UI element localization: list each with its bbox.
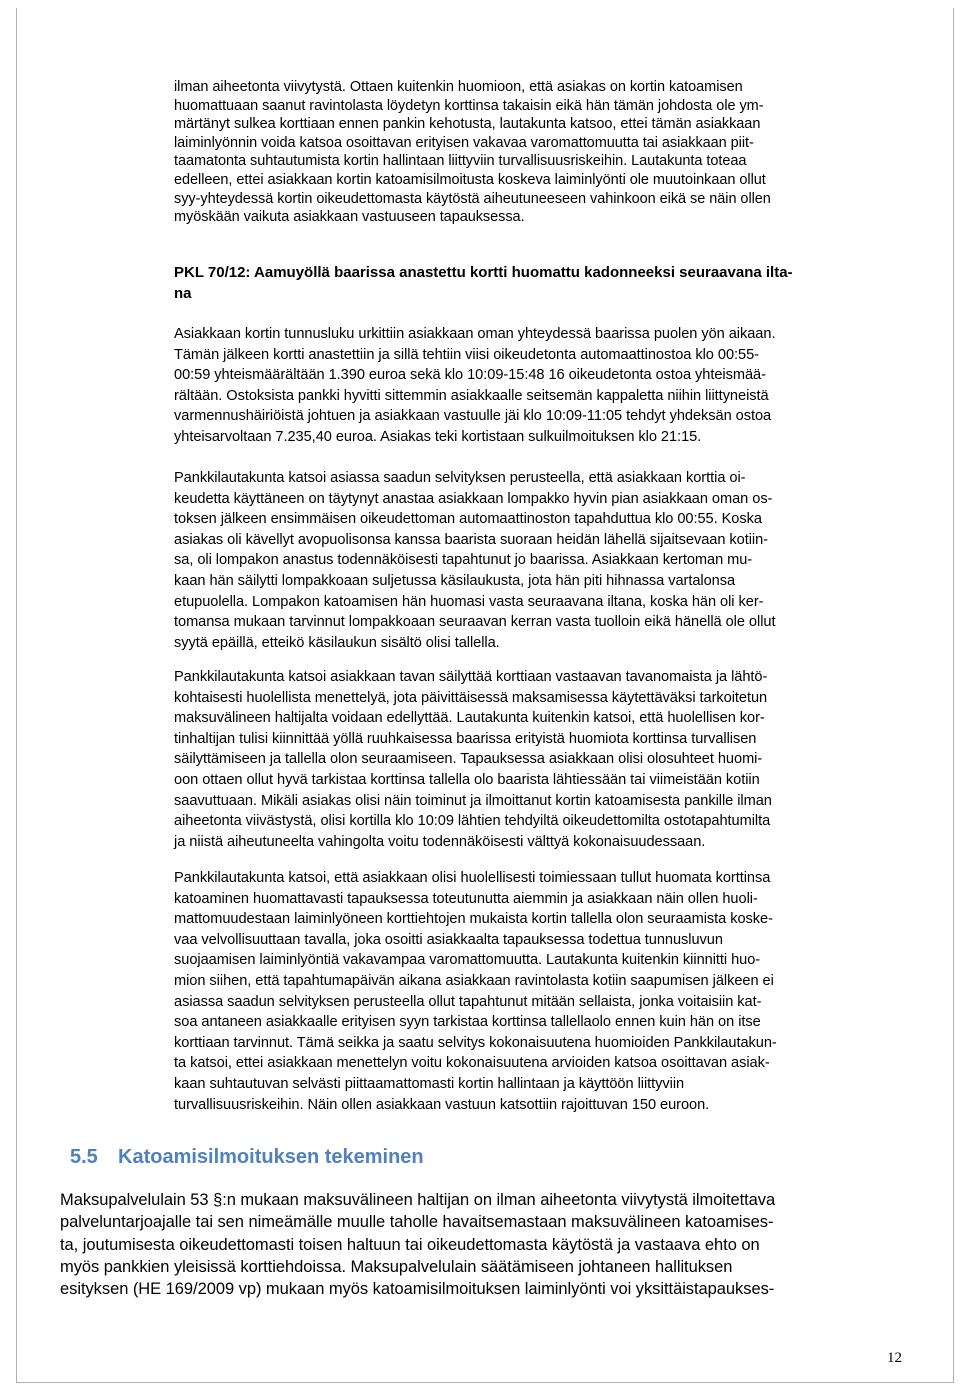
case-paragraph-3 [174,667,904,852]
case-paragraph-4 [174,868,904,1115]
text-line: Maksupalvelulain 53 §:n mukaan maksuvälineen haltijan on ilman aiheetonta viivytystä ilmoitettava [60,1191,776,1209]
text-line: turvallisuusriskeihin. Näin ollen asiakkaan vastuun katsottiin rajoittuvan 150 euroon. [174,1096,710,1113]
text-line: PKL 70/12: Aamuyöllä baarissa anastettu kortti huomattu kadonneeksi seuraavana ilta- [174,264,793,281]
page-border-right [953,8,954,1382]
text-line: palveluntarjoajalle tai sen nimeämälle muulle taholle havaitsemastaan maksuvälineen katoamises- [60,1213,774,1232]
text-line: oon ottaen ollut hyvä tarkistaa korttinsa tallella olo baarista lähtiessään tai viimeistään kotiin [174,771,760,788]
text-line: vaa velvollisuuttaan tavalla, joka osoitti asiakkaalta tapauksessa todettua tunnusluvun [174,931,723,948]
text-line: taamatonta suhtautumista kortin hallintaan liittyviin turvallisuusriskeihin. Lautakunta toteaa [174,153,747,170]
text-line: ta, joutumisesta oikeudettomasti toisen haltuun tai oikeudettomasta käytöstä ja vastaava ehto on [60,1235,760,1254]
text-line: esityksen (HE 169/2009 vp) mukaan myös katoamisilmoituksen laiminlyönti voi yksittäistapaukses- [60,1280,775,1299]
text-line: huomattuaan saanut ravintolasta löydetyn korttinsa takaisin eikä hän tämän johdosta ole ym- [174,97,764,114]
section-number: 5.5 [70,1146,98,1168]
text-line: ilman aiheetonta viivytystä. Ottaen kuitenkin huomioon, että asiakas on kortin katoamisen [174,79,743,95]
text-line: syy-yhteydessä kortin oikeudettomasta käytöstä aiheutuneeseen vahinkoon eikä se näin ollen [174,190,771,207]
text-line: rältään. Ostoksista pankki hyvitti sittemmin asiakkaalle seitsemän kappaletta niihin liittyneistä [174,387,769,404]
text-line: aiheetonta viivästystä, olisi kortilla klo 10:09 lähtien tehdyiltä oikeudettomilta ostotapahtumilta [174,813,771,830]
text-line: ja niistä aiheutuneelta vahingolta voitu todennäköisesti välttyä kokonaisuudessaan. [174,833,706,850]
section-paragraph [60,1189,910,1300]
text-line: syytä epäillä, etteikö käsilaukun sisältö olisi tallella. [174,634,500,651]
text-line: katoaminen huomattavasti tapauksessa toteutunutta aiemmin ja asiakkaan näin ollen huoli- [174,890,758,907]
text-line: sa, oli lompakon anastus todennäköisesti tapahtunut jo baarissa. Asiakkaan kertoman mu- [174,552,753,569]
text-line: soa antaneen asiakkaalle erityisen syyn tarkistaa korttinsa tallellaolo ennen kuin hän on itse [174,1014,761,1031]
text-line: märtänyt sulkea korttiaan ennen pankin kehotusta, lautakunta katsoo, ettei tämän asiakkaan [174,116,761,133]
page-border-bottom [16,1382,954,1383]
text-line: varmennushäiriöistä johtuen ja asiakkaan vastuulle jäi klo 10:09-11:05 tehdyt yhdeksän ostoa [174,408,772,425]
text-line: säilyttämiseen ja tallella olon seuraamiseen. Tapauksessa asiakkaan olisi olosuhteet huomi- [174,751,763,768]
case-heading [174,263,904,304]
text-line: etupuolella. Lompakon katoamisen hän huomasi vasta seuraavana iltana, koska hän oli ker- [174,593,764,610]
text-line: asiakas oli kävellyt avopuolisonsa kanssa baarista suoraan heidän lähellä sijaitsevaan kotiin- [174,531,768,548]
text-line: edelleen, ettei asiakkaan kortin katoamisilmoitusta koskeva laiminlyönti ole muutoinkaan ollut [174,171,766,188]
text-line: suojaamisen laiminlyöntiä vakavampaa varomattomuutta. Lautakunta kuitenkin kiinnitti huo- [174,952,761,969]
text-line: yhteisarvoltaan 7.235,40 euroa. Asiakas teki kortistaan sulkuilmoituksen klo 21:15. [174,428,702,445]
text-line: tinhaltijan tulisi kiinnittää yöllä ruuhkaisessa baarissa erityistä huomiota korttinsa turvallisen [174,730,757,747]
text-line: laiminlyönnin voida katsoa osoittavan erityisen vakavaa varomattomuutta tai asiakkaan piit- [174,134,754,151]
text-line: Pankkilautakunta katsoi, että asiakkaan olisi huolellisesti toimiessaan tullut huomata korttinsa [174,870,771,886]
text-line: Tämän jälkeen kortti anastettiin ja sillä tehtiin viisi oikeudetonta automaattinostoa klo 00:55- [174,346,759,363]
text-line: asiassa saadun selvityksen perusteella ollut tapahtunut mitään sellaista, jonka voitaisiin kat- [174,993,762,1010]
text-line: kohtaisesti huolellista menettelyä, jota päivittäisessä maksamisessa käytettäväksi tarkoitetun [174,689,768,706]
text-line: kaan hän säilytti lompakkoaan suljetussa käsilaukusta, jota hän piti hihnassa vartalonsa [174,572,736,589]
page-number: 12 [887,1350,902,1366]
case-paragraph-1 [174,324,904,448]
page-border-left [16,8,17,1382]
case-paragraph-2 [174,468,904,653]
text-line: na [174,284,192,302]
text-line: toksen jälkeen ensimmäisen oikeudettoman automaattinoston tapahduttua klo 00:55. Koska [174,511,762,528]
text-line: Pankkilautakunta katsoi asiakkaan tavan säilyttää korttiaan vastaavan tavanomaista ja lähtö- [174,669,768,685]
section-heading [70,1146,424,1169]
text-line: myöskään vaikuta asiakkaan vastuuseen tapauksessa. [174,209,525,226]
text-line: tomansa mukaan tarvinnut lompakkoaan seuraavan kerran vasta tuolloin eikä hänellä ole ollut [174,614,776,631]
text-line: ta katsoi, ettei asiakkaan menettelyn voitu kokonaisuutena arvioiden katsoa osoittavan asiak- [174,1055,770,1072]
text-line: kaan suhtautuvan selvästi piittaamattomasti kortin hallintaan ja käyttöön liittyviin [174,1075,685,1092]
text-line: mion siihen, että tapahtumapäivän aikana asiakkaan ravintolasta kotiin saapumisen jälkeen ei [174,972,774,989]
text-line: saavuttuaan. Mikäli asiakas olisi näin toiminut ja ilmoittanut kortin katoamisesta pankille ilman [174,792,772,809]
section-title: Katoamisilmoituksen tekeminen [118,1146,424,1168]
text-line: Asiakkaan kortin tunnusluku urkittiin asiakkaan oman yhteydessä baarissa puolen yön aikaan. [174,326,776,342]
text-line: mattomuudestaan laiminlyöneen korttiehtojen mukaista kortin tallella olon seuraamista koske- [174,911,773,928]
text-line: Pankkilautakunta katsoi asiassa saadun selvityksen perusteella, että asiakkaan korttia oi- [174,470,746,486]
intro-paragraph [174,78,904,227]
text-line: 00:59 yhteismäärältään 1.390 euroa sekä klo 10:09-15:48 16 oikeudetonta ostoa yhteismää- [174,367,766,384]
text-line: keudetta käyttäneen on täytynyt anastaa asiakkaan lompakko hyvin pian asiakkaan oman os- [174,490,773,507]
text-line: myös pankkien yleisissä korttiehdoissa. Maksupalvelulain säätämiseen johtaneen hallituksen [60,1257,733,1276]
text-line: korttiaan tarvinnut. Tämä seikka ja saatu selvitys kokonaisuutena huomioiden Pankkilautakun- [174,1034,777,1051]
text-line: maksuvälineen haltijalta voidaan edellyttää. Lautakunta kuitenkin katsoi, että huolellisen kor- [174,710,765,727]
